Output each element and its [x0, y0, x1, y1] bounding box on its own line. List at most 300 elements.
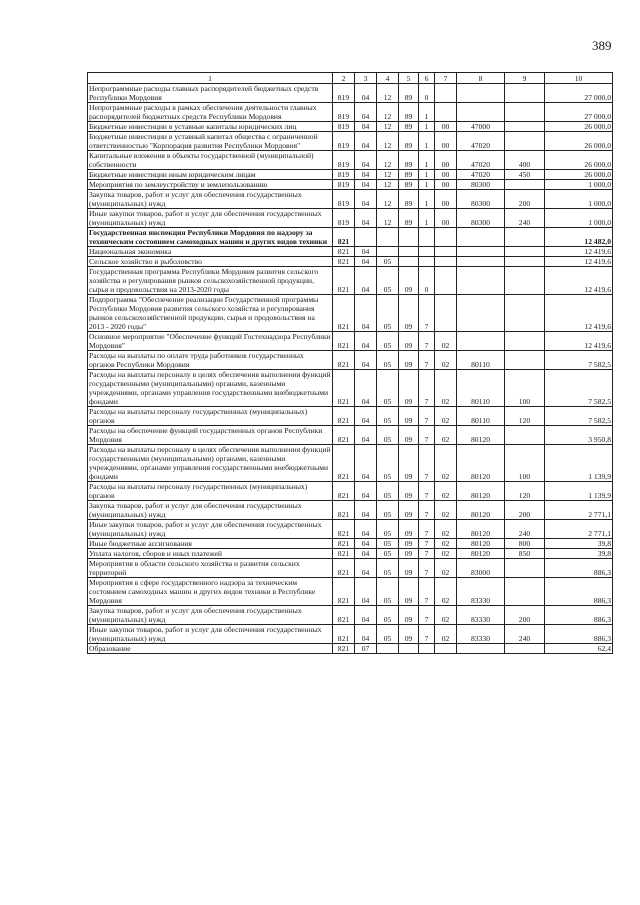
table-row — [88, 520, 613, 539]
subprogram-code-cell: 7 — [419, 501, 435, 520]
item-name-cell: Мероприятия по землеустройству и землепользованию — [88, 180, 333, 190]
amount-cell: 12 419,6 — [545, 267, 613, 295]
program-code-cell: 09 — [399, 267, 419, 295]
program-code-cell: 09 — [399, 445, 419, 482]
event-code-cell: 02 — [435, 501, 457, 520]
subprogram-code-cell: 0 — [419, 84, 435, 103]
program-code-cell: 09 — [399, 625, 419, 644]
subprogram-code-cell: 1 — [419, 132, 435, 151]
amount-cell: 886,3 — [545, 625, 613, 644]
table-row — [88, 559, 613, 578]
amount-cell: 7 582,5 — [545, 407, 613, 426]
table-row — [88, 426, 613, 445]
event-code-cell: 02 — [435, 549, 457, 559]
item-name-cell: Иные закупки товаров, работ и услуг для обеспечения государственных (муниципальных) нужд — [88, 625, 333, 644]
amount-cell: 39,8 — [545, 549, 613, 559]
item-name-cell: Мероприятия в области сельского хозяйства и развития сельских территорий — [88, 559, 333, 578]
expense-type-code-cell — [505, 644, 545, 654]
amount-cell: 26 000,0 — [545, 132, 613, 151]
program-code-cell: 09 — [399, 426, 419, 445]
item-name-cell: Национальная экономика — [88, 247, 333, 257]
program-code-cell: 89 — [399, 180, 419, 190]
table-row — [88, 482, 613, 501]
subsection-code-cell: 05 — [377, 625, 399, 644]
program-code-cell: 09 — [399, 295, 419, 332]
section-code-cell: 04 — [355, 520, 377, 539]
subsection-code-cell: 05 — [377, 267, 399, 295]
col-header: 10 — [545, 73, 613, 84]
item-name-cell: Основное мероприятие "Обеспечение функций Гостехнадзора Республики Мордовия" — [89, 332, 331, 350]
subsection-code-cell: 05 — [377, 257, 399, 267]
admin-code-cell: 821 — [333, 501, 355, 520]
admin-code-cell: 819 — [333, 122, 355, 132]
subsection-code-cell: 12 — [377, 132, 399, 151]
section-code-cell: 04 — [355, 209, 377, 228]
section-code-cell: 04 — [355, 122, 377, 132]
item-name-cell: Бюджетные инвестиции иным юридическим лицам — [88, 170, 333, 180]
program-code-cell: 09 — [399, 549, 419, 559]
section-code-cell: 04 — [355, 407, 377, 426]
table-row — [88, 180, 613, 190]
amount-cell: 1 000,0 — [545, 180, 613, 190]
expense-type-code-cell — [505, 267, 545, 295]
subsection-code-cell: 05 — [377, 482, 399, 501]
amount-cell: 26 000,0 — [545, 151, 613, 170]
admin-code-cell: 821 — [333, 539, 355, 549]
section-code-cell: 04 — [355, 180, 377, 190]
event-code-cell: 02 — [435, 606, 457, 625]
table-row — [88, 501, 613, 520]
amount-cell: 62,4 — [545, 644, 613, 654]
table-row — [88, 295, 613, 332]
table-row — [88, 209, 613, 228]
table-row — [88, 103, 613, 122]
expense-type-code-cell: 800 — [505, 539, 545, 549]
direction-code-cell — [457, 247, 505, 257]
col-header: 9 — [505, 73, 545, 84]
budget-table — [87, 72, 613, 654]
program-code-cell: 89 — [399, 170, 419, 180]
item-name-cell: Подпрограмма "Обеспечение реализации Государственной программы Республики Мордовия развития сельского хозяйства и регулирования рынков сельскохозяйственной продукции, сырья и продовольствия на 2013 - 2020 годы" — [88, 295, 333, 332]
direction-code-cell: 47020 — [457, 170, 505, 180]
subsection-code-cell: 12 — [377, 84, 399, 103]
amount-cell: 2 771,1 — [545, 520, 613, 539]
direction-code-cell: 83330 — [457, 578, 505, 606]
admin-code-cell: 821 — [333, 247, 355, 257]
table-row — [88, 549, 613, 559]
section-code-cell: 04 — [355, 606, 377, 625]
event-code-cell: 02 — [435, 539, 457, 549]
direction-code-cell: 80120 — [457, 501, 505, 520]
program-code-cell: 09 — [399, 578, 419, 606]
section-code-cell: 04 — [355, 332, 377, 351]
event-code-cell — [435, 103, 457, 122]
table-row — [88, 190, 613, 209]
expense-type-code-cell — [505, 426, 545, 445]
table-row — [88, 170, 613, 180]
admin-code-cell: 821 — [333, 644, 355, 654]
amount-cell: 2 771,1 — [545, 501, 613, 520]
section-code-cell: 04 — [355, 351, 377, 370]
item-name-cell: Мероприятия в сфере государственного надзора за техническим состоянием самоходных машин и других видов техники в Республике Мордовия — [88, 578, 333, 606]
expense-type-code-cell: 240 — [505, 209, 545, 228]
program-code-cell: 89 — [399, 103, 419, 122]
expense-type-code-cell — [505, 332, 545, 351]
direction-code-cell: 80110 — [457, 370, 505, 407]
admin-code-cell: 821 — [333, 370, 355, 407]
table-row — [88, 247, 613, 257]
subprogram-code-cell: 7 — [419, 370, 435, 407]
subsection-code-cell: 05 — [377, 606, 399, 625]
amount-cell: 26 000,0 — [545, 170, 613, 180]
item-name-cell: Уплата налогов, сборов и иных платежей — [88, 549, 333, 559]
section-code-cell: 04 — [355, 559, 377, 578]
section-code-cell: 04 — [355, 482, 377, 501]
table-row — [88, 122, 613, 132]
item-name-cell: Иные закупки товаров, работ и услуг для обеспечения государственных (муниципальных) нужд — [88, 520, 333, 539]
subsection-code-cell: 05 — [377, 539, 399, 549]
admin-code-cell: 821 — [333, 426, 355, 445]
admin-code-cell: 819 — [333, 180, 355, 190]
direction-code-cell — [457, 103, 505, 122]
amount-cell: 7 582,5 — [545, 370, 613, 407]
direction-code-cell: 80120 — [457, 539, 505, 549]
table-row — [88, 267, 613, 295]
col-header: 2 — [333, 73, 355, 84]
page-number: 389 — [592, 38, 612, 53]
section-code-cell: 04 — [355, 151, 377, 170]
table-row — [88, 332, 613, 351]
program-code-cell: 09 — [399, 407, 419, 426]
direction-code-cell: 80120 — [457, 426, 505, 445]
admin-code-cell: 821 — [333, 559, 355, 578]
table-row — [88, 151, 613, 170]
expense-type-code-cell — [505, 84, 545, 103]
subsection-code-cell: 05 — [377, 520, 399, 539]
subprogram-code-cell: 1 — [419, 103, 435, 122]
section-code-cell: 04 — [355, 370, 377, 407]
expense-type-code-cell: 200 — [505, 501, 545, 520]
table-row — [88, 606, 613, 625]
subsection-code-cell: 12 — [377, 209, 399, 228]
amount-cell: 12 419,6 — [545, 247, 613, 257]
header-row — [88, 73, 613, 84]
amount-cell: 12 419,6 — [545, 295, 613, 332]
subprogram-code-cell: 7 — [419, 520, 435, 539]
subsection-code-cell: 12 — [377, 151, 399, 170]
subprogram-code-cell: 0 — [419, 267, 435, 295]
event-code-cell: 02 — [435, 445, 457, 482]
section-code-cell: 04 — [355, 247, 377, 257]
subsection-code-cell — [377, 247, 399, 257]
col-header: 7 — [435, 73, 457, 84]
subprogram-code-cell — [419, 644, 435, 654]
expense-type-code-cell: 850 — [505, 549, 545, 559]
amount-cell: 12 419,6 — [545, 257, 613, 267]
table-row — [88, 132, 613, 151]
item-name-cell: Государственная инспекция Республики Мордовия по надзору за техническим состоянием самоходных машин и других видов техники — [88, 228, 333, 247]
event-code-cell: 02 — [435, 482, 457, 501]
subprogram-code-cell: 7 — [419, 606, 435, 625]
subsection-code-cell: 05 — [377, 407, 399, 426]
direction-code-cell: 80300 — [457, 190, 505, 209]
table-row — [88, 578, 613, 606]
event-code-cell: 00 — [435, 180, 457, 190]
program-code-cell: 09 — [399, 370, 419, 407]
subprogram-code-cell: 1 — [419, 122, 435, 132]
expense-type-code-cell: 400 — [505, 151, 545, 170]
admin-code-cell: 821 — [333, 578, 355, 606]
event-code-cell — [435, 295, 457, 332]
admin-code-cell: 821 — [333, 482, 355, 501]
col-header: 1 — [88, 73, 333, 84]
item-name-cell: Закупка товаров, работ и услуг для обеспечения государственных (муниципальных) нужд — [88, 190, 333, 209]
expense-type-code-cell — [505, 103, 545, 122]
col-header: 5 — [399, 73, 419, 84]
section-code-cell — [355, 228, 377, 247]
event-code-cell: 00 — [435, 132, 457, 151]
event-code-cell: 02 — [435, 370, 457, 407]
subprogram-code-cell: 7 — [419, 578, 435, 606]
subsection-code-cell — [377, 644, 399, 654]
expense-type-code-cell: 120 — [505, 407, 545, 426]
section-code-cell: 04 — [355, 426, 377, 445]
program-code-cell: 09 — [399, 559, 419, 578]
direction-code-cell: 80120 — [457, 520, 505, 539]
event-code-cell: 02 — [435, 426, 457, 445]
amount-cell: 3 950,8 — [545, 426, 613, 445]
program-code-cell: 09 — [399, 539, 419, 549]
event-code-cell: 02 — [435, 332, 457, 351]
event-code-cell: 02 — [435, 351, 457, 370]
direction-code-cell — [457, 295, 505, 332]
section-code-cell: 04 — [355, 257, 377, 267]
subsection-code-cell: 05 — [377, 426, 399, 445]
admin-code-cell: 821 — [333, 228, 355, 247]
table-row — [88, 445, 613, 482]
subsection-code-cell: 12 — [377, 103, 399, 122]
table-row — [88, 539, 613, 549]
item-name-cell: Образование — [88, 644, 333, 654]
subprogram-code-cell: 7 — [419, 351, 435, 370]
expense-type-code-cell — [505, 351, 545, 370]
subprogram-code-cell: 7 — [419, 295, 435, 332]
item-name-cell: Бюджетные инвестиции в уставный капитал общества с ограниченной ответственностью "Корпорация развития Республики Мордовия" — [88, 132, 333, 151]
admin-code-cell: 819 — [333, 190, 355, 209]
program-code-cell: 09 — [399, 501, 419, 520]
subprogram-code-cell: 1 — [419, 180, 435, 190]
event-code-cell: 00 — [435, 151, 457, 170]
item-name-cell: Расходы на выплаты персоналу государственных (муниципальных) органов — [88, 482, 333, 501]
admin-code-cell: 819 — [333, 209, 355, 228]
admin-code-cell: 819 — [333, 103, 355, 122]
program-code-cell — [399, 644, 419, 654]
event-code-cell: 02 — [435, 407, 457, 426]
subprogram-code-cell: 7 — [419, 625, 435, 644]
admin-code-cell: 819 — [333, 170, 355, 180]
event-code-cell — [435, 257, 457, 267]
amount-cell: 39,8 — [545, 539, 613, 549]
section-code-cell: 07 — [355, 644, 377, 654]
direction-code-cell: 47000 — [457, 122, 505, 132]
program-code-cell: 09 — [399, 482, 419, 501]
event-code-cell: 02 — [435, 578, 457, 606]
subprogram-code-cell: 7 — [419, 559, 435, 578]
event-code-cell: 02 — [435, 559, 457, 578]
section-code-cell: 04 — [355, 295, 377, 332]
event-code-cell: 00 — [435, 190, 457, 209]
item-name-cell: Расходы на выплаты по оплате труда работников государственных органов Республики Мордовия — [88, 351, 333, 370]
section-code-cell: 04 — [355, 103, 377, 122]
event-code-cell — [435, 228, 457, 247]
amount-cell: 1 139,9 — [545, 445, 613, 482]
direction-code-cell — [457, 644, 505, 654]
subprogram-code-cell: 7 — [419, 482, 435, 501]
event-code-cell: 00 — [435, 170, 457, 180]
direction-code-cell: 80120 — [457, 482, 505, 501]
subprogram-code-cell: 1 — [419, 190, 435, 209]
admin-code-cell: 821 — [333, 407, 355, 426]
table-row — [88, 84, 613, 103]
expense-type-code-cell — [505, 578, 545, 606]
table-row — [88, 228, 613, 247]
section-code-cell: 04 — [355, 578, 377, 606]
event-code-cell — [435, 267, 457, 295]
section-code-cell: 04 — [355, 267, 377, 295]
program-code-cell: 89 — [399, 190, 419, 209]
table-row — [88, 407, 613, 426]
admin-code-cell: 821 — [333, 295, 355, 332]
event-code-cell — [435, 247, 457, 257]
subprogram-code-cell — [419, 247, 435, 257]
amount-cell: 886,3 — [545, 606, 613, 625]
direction-code-cell — [457, 332, 505, 351]
subprogram-code-cell — [419, 257, 435, 267]
item-name-cell: Закупка товаров, работ и услуг для обеспечения государственных (муниципальных) нужд — [88, 606, 333, 625]
subsection-code-cell: 05 — [377, 559, 399, 578]
admin-code-cell: 821 — [333, 606, 355, 625]
expense-type-code-cell — [505, 180, 545, 190]
program-code-cell: 09 — [399, 606, 419, 625]
direction-code-cell: 80110 — [457, 407, 505, 426]
event-code-cell: 02 — [435, 625, 457, 644]
expense-type-code-cell — [505, 247, 545, 257]
col-header: 4 — [377, 73, 399, 84]
section-code-cell: 04 — [355, 445, 377, 482]
amount-cell: 12 419,6 — [545, 332, 613, 351]
subprogram-code-cell: 7 — [419, 445, 435, 482]
event-code-cell: 02 — [435, 520, 457, 539]
direction-code-cell: 80110 — [457, 351, 505, 370]
admin-code-cell: 821 — [333, 520, 355, 539]
amount-cell: 886,3 — [545, 578, 613, 606]
admin-code-cell: 821 — [333, 625, 355, 644]
amount-cell: 1 139,9 — [545, 482, 613, 501]
expense-type-code-cell: 200 — [505, 190, 545, 209]
program-code-cell — [399, 247, 419, 257]
item-name-cell: Непрограммные расходы в рамках обеспечения деятельности главных распорядителей бюджетных средств Республики Мордовия — [88, 103, 333, 122]
subsection-code-cell: 12 — [377, 170, 399, 180]
direction-code-cell: 47020 — [457, 132, 505, 151]
amount-cell: 7 582,5 — [545, 351, 613, 370]
section-code-cell: 04 — [355, 132, 377, 151]
direction-code-cell: 80120 — [457, 549, 505, 559]
section-code-cell: 04 — [355, 84, 377, 103]
section-code-cell: 04 — [355, 190, 377, 209]
program-code-cell: 89 — [399, 151, 419, 170]
event-code-cell: 00 — [435, 122, 457, 132]
admin-code-cell: 821 — [333, 257, 355, 267]
direction-code-cell: 80300 — [457, 180, 505, 190]
item-name-cell: Расходы на обеспечение функций государственных органов Республики Мордовия — [88, 426, 333, 445]
direction-code-cell: 80300 — [457, 209, 505, 228]
expense-type-code-cell: 240 — [505, 625, 545, 644]
event-code-cell — [435, 644, 457, 654]
subprogram-code-cell — [419, 228, 435, 247]
subprogram-code-cell: 1 — [419, 209, 435, 228]
section-code-cell: 04 — [355, 501, 377, 520]
table-row — [88, 351, 613, 370]
item-name-cell: Расходы на выплаты персоналу в целях обеспечения выполнения функций государственными (муниципальными) органами, казенными учреждениями, органами управления государственными внебюджетными фондами — [89, 445, 331, 481]
subsection-code-cell: 05 — [377, 501, 399, 520]
program-code-cell: 89 — [399, 84, 419, 103]
subprogram-code-cell: 7 — [419, 539, 435, 549]
subprogram-code-cell: 1 — [419, 170, 435, 180]
amount-cell: 1 000,0 — [545, 190, 613, 209]
expense-type-code-cell — [505, 295, 545, 332]
program-code-cell: 89 — [399, 132, 419, 151]
item-name-cell: Непрограммные расходы главных распорядителей бюджетных средств Республики Мордовия — [88, 84, 333, 103]
amount-cell: 27 000,0 — [545, 103, 613, 122]
table-row — [88, 370, 613, 407]
program-code-cell: 89 — [399, 209, 419, 228]
direction-code-cell — [457, 84, 505, 103]
expense-type-code-cell: 100 — [505, 445, 545, 482]
col-header: 8 — [457, 73, 505, 84]
item-name-cell: Иные бюджетные ассигнования — [88, 539, 333, 549]
amount-cell: 886,3 — [545, 559, 613, 578]
subsection-code-cell: 05 — [377, 445, 399, 482]
table-row — [88, 644, 613, 654]
admin-code-cell: 819 — [333, 132, 355, 151]
event-code-cell: 00 — [435, 209, 457, 228]
admin-code-cell: 821 — [333, 549, 355, 559]
direction-code-cell: 47020 — [457, 151, 505, 170]
amount-cell: 1 000,0 — [545, 209, 613, 228]
subsection-code-cell: 05 — [377, 332, 399, 351]
expense-type-code-cell — [505, 132, 545, 151]
item-name-cell: Закупка товаров, работ и услуг для обеспечения государственных (муниципальных) нужд — [88, 501, 333, 520]
col-header: 6 — [419, 73, 435, 84]
amount-cell: 26 000,0 — [545, 122, 613, 132]
subsection-code-cell: 12 — [377, 190, 399, 209]
direction-code-cell: 83330 — [457, 625, 505, 644]
expense-type-code-cell: 200 — [505, 606, 545, 625]
subsection-code-cell: 12 — [377, 180, 399, 190]
item-name-cell: Иные закупки товаров, работ и услуг для обеспечения государственных (муниципальных) нужд — [88, 209, 333, 228]
section-code-cell: 04 — [355, 549, 377, 559]
admin-code-cell: 821 — [333, 351, 355, 370]
expense-type-code-cell: 450 — [505, 170, 545, 180]
expense-type-code-cell: 120 — [505, 482, 545, 501]
item-name-cell: Капитальные вложения в объекты государственной (муниципальной) собственности — [88, 151, 333, 170]
admin-code-cell: 819 — [333, 151, 355, 170]
program-code-cell — [399, 257, 419, 267]
subsection-code-cell: 05 — [377, 351, 399, 370]
item-name-cell: Расходы на выплаты персоналу государственных (муниципальных) органов — [88, 407, 333, 426]
item-name-cell: Бюджетные инвестиции в уставные капиталы юридических лиц — [88, 122, 333, 132]
program-code-cell: 89 — [399, 122, 419, 132]
